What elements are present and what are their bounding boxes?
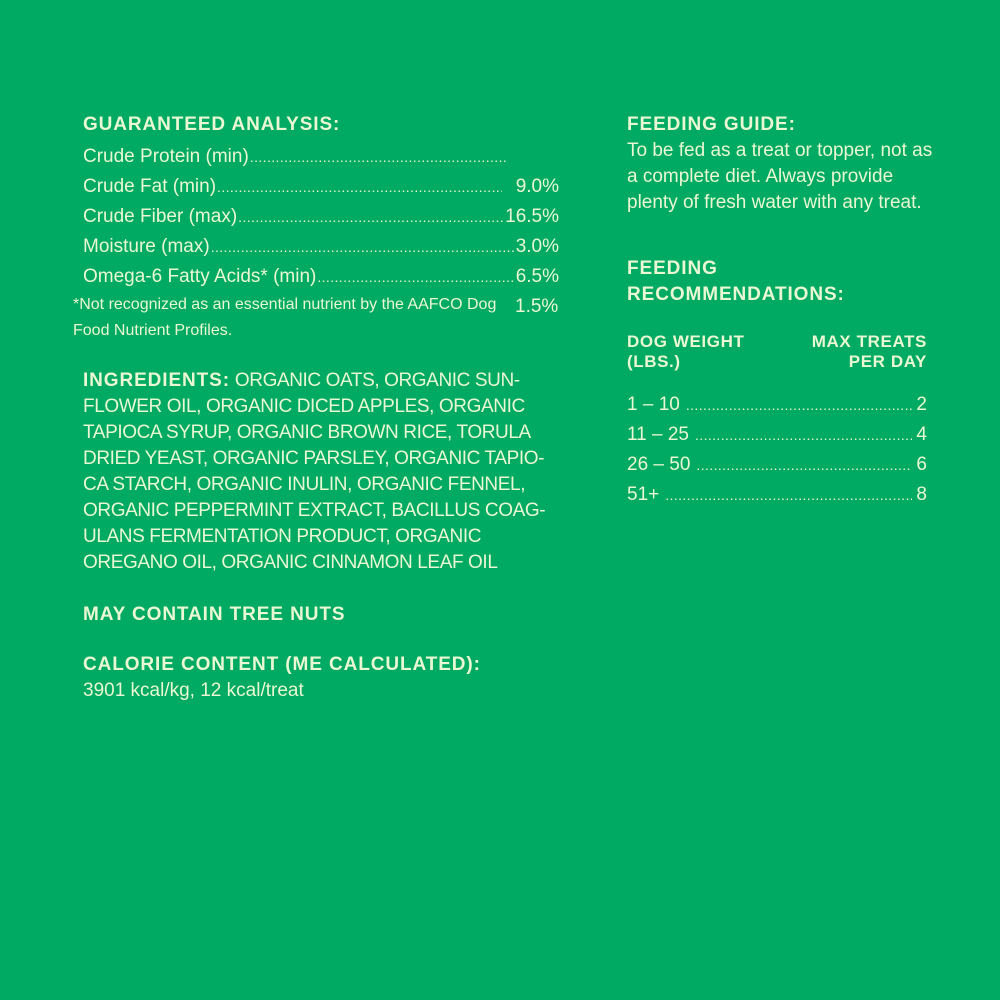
left-column	[73, 112, 563, 704]
ingredients-heading: INGREDIENTS:	[83, 370, 230, 391]
leader-dots	[250, 142, 508, 172]
table-row	[627, 420, 927, 450]
leader-dots	[317, 262, 514, 292]
leader-dots	[238, 202, 504, 232]
calorie-heading: CALORIE CONTENT (ME CALCULATED):	[83, 654, 481, 675]
analysis-row	[83, 172, 559, 202]
analysis-label: Omega-6 Fatty Acids* (min)	[83, 266, 317, 287]
analysis-footnote: *Not recognized as an essential nutrient by the AAFCO Dog Food Nutrient Profiles.	[73, 296, 497, 339]
feeding-guide-heading: FEEDING GUIDE:	[627, 114, 796, 135]
analysis-row	[83, 142, 559, 172]
guaranteed-analysis-heading: GUARANTEED ANALYSIS:	[83, 114, 341, 135]
analysis-row	[83, 202, 559, 232]
analysis-value: 16.5%	[505, 206, 559, 227]
table-row	[627, 390, 927, 420]
analysis-value: 9.0%	[515, 176, 559, 197]
leader-dots	[211, 232, 515, 262]
leader-dots	[686, 390, 913, 420]
stray-percentage: 1.5%	[515, 296, 559, 317]
weight-cell: 1 – 10	[627, 394, 680, 415]
treats-column-header: MAX TREATS PER DAY	[811, 332, 927, 371]
analysis-value: 3.0%	[515, 236, 559, 257]
treats-cell: 4	[916, 424, 927, 445]
analysis-label: Crude Protein (min)	[83, 146, 249, 167]
table-row	[627, 450, 927, 480]
recommendations-table-header	[627, 332, 927, 372]
recommendations-table	[627, 390, 927, 510]
analysis-row	[83, 262, 559, 292]
analysis-label: Crude Fat (min)	[83, 176, 217, 197]
ingredients-block	[83, 368, 561, 576]
leader-dots	[217, 172, 502, 202]
analysis-row	[83, 232, 559, 262]
table-row	[627, 480, 927, 510]
weight-column-header: DOG WEIGHT (LBS.)	[627, 332, 745, 371]
leader-dots	[695, 420, 912, 450]
calorie-text: 3901 kcal/kg, 12 kcal/treat	[83, 680, 304, 701]
calorie-block	[83, 652, 563, 704]
treats-cell: 6	[916, 454, 927, 475]
weight-cell: 26 – 50	[627, 454, 691, 475]
feeding-recommendations-heading: FEEDING RECOMMENDATIONS:	[627, 258, 845, 305]
analysis-value: 6.5%	[515, 266, 559, 287]
analysis-label: Moisture (max)	[83, 236, 210, 257]
feeding-guide-text: To be fed as a treat or topper, not as a complete diet. Always provide plenty of fresh water with any treat.	[627, 140, 933, 213]
allergen-warning: MAY CONTAIN TREE NUTS	[83, 604, 346, 625]
leader-dots	[696, 450, 912, 480]
weight-cell: 51+	[627, 484, 660, 505]
treats-cell: 8	[916, 484, 927, 505]
weight-cell: 11 – 25	[627, 424, 689, 445]
right-column	[627, 112, 947, 510]
ingredients-text: ORGANIC OATS, ORGANIC SUN-FLOWER OIL, ORGANIC DICED APPLES, ORGANIC TAPIOCA SYRUP, ORGANIC BROWN RICE, TORULA DRIED YEAST, ORGANIC PARSLEY, ORGANIC TAPIO-CA STARCH, ORGANIC INULIN, ORGANIC FENNEL, ORGANIC PEPPERMINT EXTRACT, BACILLUS COAG-ULANS FERMENTATION PRODUCT, ORGANIC OREGANO OIL, ORGANIC CINNAMON LEAF OIL	[83, 370, 546, 573]
analysis-list	[83, 142, 563, 292]
treats-cell: 2	[916, 394, 927, 415]
leader-dots	[665, 480, 912, 510]
analysis-label: Crude Fiber (max)	[83, 206, 238, 227]
